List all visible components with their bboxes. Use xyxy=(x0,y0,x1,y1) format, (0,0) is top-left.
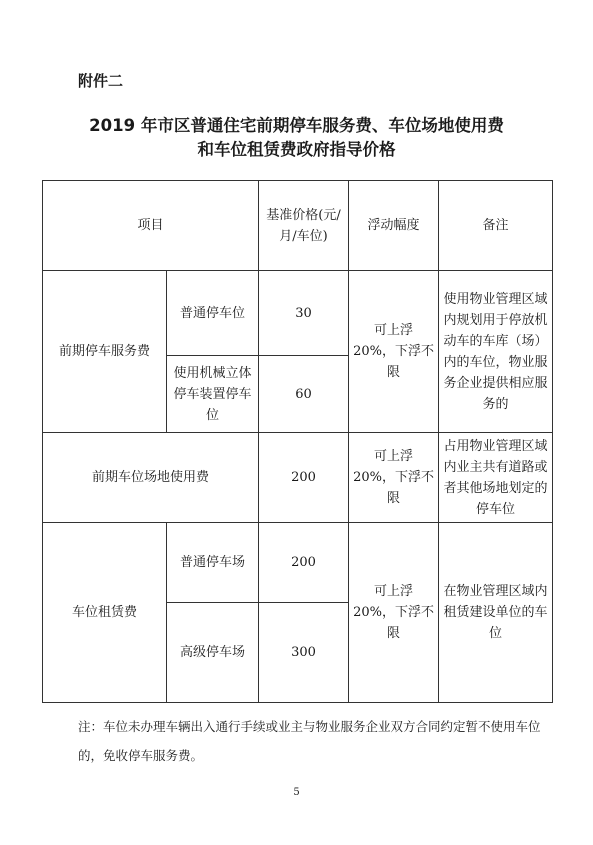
price-value: 30 xyxy=(259,271,349,356)
header-row xyxy=(43,181,553,271)
document-title xyxy=(0,114,593,162)
price-value: 200 xyxy=(259,433,349,523)
header-float: 浮动幅度 xyxy=(349,181,439,271)
sub-item: 普通停车位 xyxy=(167,271,259,356)
remark-text: 占用物业管理区域内业主共有道路或者其他场地划定的停车位 xyxy=(439,433,553,523)
remark-text: 在物业管理区域内租赁建设单位的车位 xyxy=(439,523,553,703)
title-line-2: 和车位租赁费政府指导价格 xyxy=(197,140,396,159)
header-price: 基准价格(元/月/车位) xyxy=(259,181,349,271)
group-name: 车位租赁费 xyxy=(43,523,167,703)
float-range: 可上浮 20%，下浮不限 xyxy=(349,271,439,433)
price-table xyxy=(42,180,553,703)
header-item: 项目 xyxy=(43,181,259,271)
group-name: 前期停车服务费 xyxy=(43,271,167,433)
sub-item: 高级停车场 xyxy=(167,603,259,703)
group-name: 前期车位场地使用费 xyxy=(43,433,259,523)
price-value: 300 xyxy=(259,603,349,703)
attachment-label: 附件二 xyxy=(78,72,124,90)
float-range: 可上浮 20%，下浮不限 xyxy=(349,433,439,523)
footnote: 注：车位未办理车辆出入通行手续或业主与物业服务企业双方合同约定暂不使用车位的，免收停车服务费。 xyxy=(78,719,541,763)
price-value: 60 xyxy=(259,356,349,433)
page-number: 5 xyxy=(293,787,300,798)
price-value: 200 xyxy=(259,523,349,603)
table-row xyxy=(43,271,553,356)
remark-text: 使用物业管理区域内规划用于停放机动车的车库（场）内的车位，物业服务企业提供相应服务的 xyxy=(439,271,553,433)
sub-item: 普通停车场 xyxy=(167,523,259,603)
title-line-1: 2019 年市区普通住宅前期停车服务费、车位场地使用费 xyxy=(89,116,504,135)
header-remark: 备注 xyxy=(439,181,553,271)
table-row xyxy=(43,523,553,603)
float-range: 可上浮 20%，下浮不限 xyxy=(349,523,439,703)
table-row xyxy=(43,433,553,523)
sub-item: 使用机械立体停车装置停车位 xyxy=(167,356,259,433)
